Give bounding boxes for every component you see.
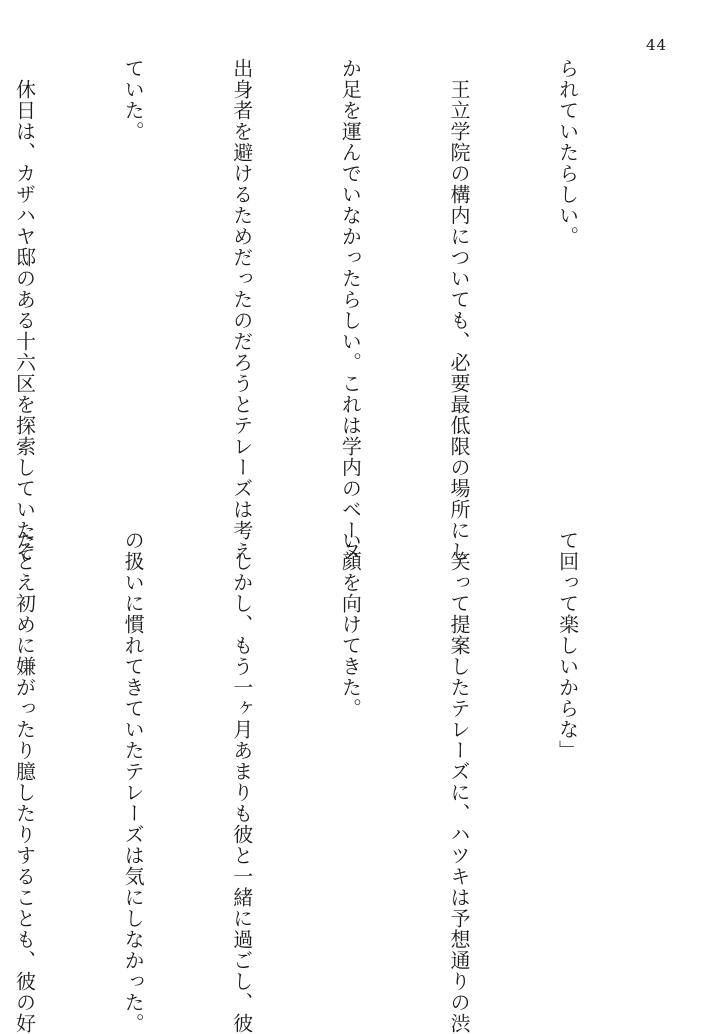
text-line: の扱いに慣れてきていたテレーズは気にしなかった。	[121, 530, 146, 1034]
text-line: られていたらしい。	[555, 58, 580, 247]
text-line: しかし、もう一ヶ月あまりも彼と一緒に過ごし、彼	[229, 530, 254, 1034]
text-line: 笑って提案したテレーズに、ハツキは予想通りの渋	[446, 530, 471, 1034]
text-line: 出身者を避けるためだったのだろうとテレーズは考え	[229, 58, 254, 562]
text-line: て回って楽しいからな」	[555, 530, 580, 761]
text-line: い顔を向けてきた。	[338, 530, 363, 719]
lower-text-block	[12, 530, 658, 1034]
text-line: たとえ初めに嫌がったり臆したりすることも、彼の好	[12, 530, 37, 1034]
text-line: か足を運んでいなかったらしい。これは学内のベーヌ	[338, 58, 363, 562]
page-number: 44	[646, 36, 668, 54]
text-line: 休日は、カザハヤ邸のある十六区を探索していたそ	[12, 58, 37, 562]
text-line: 王立学院の構内についても、必要最低限の場所にし	[446, 58, 471, 562]
text-line: ていた。	[121, 58, 146, 142]
upper-text-block	[12, 58, 658, 562]
